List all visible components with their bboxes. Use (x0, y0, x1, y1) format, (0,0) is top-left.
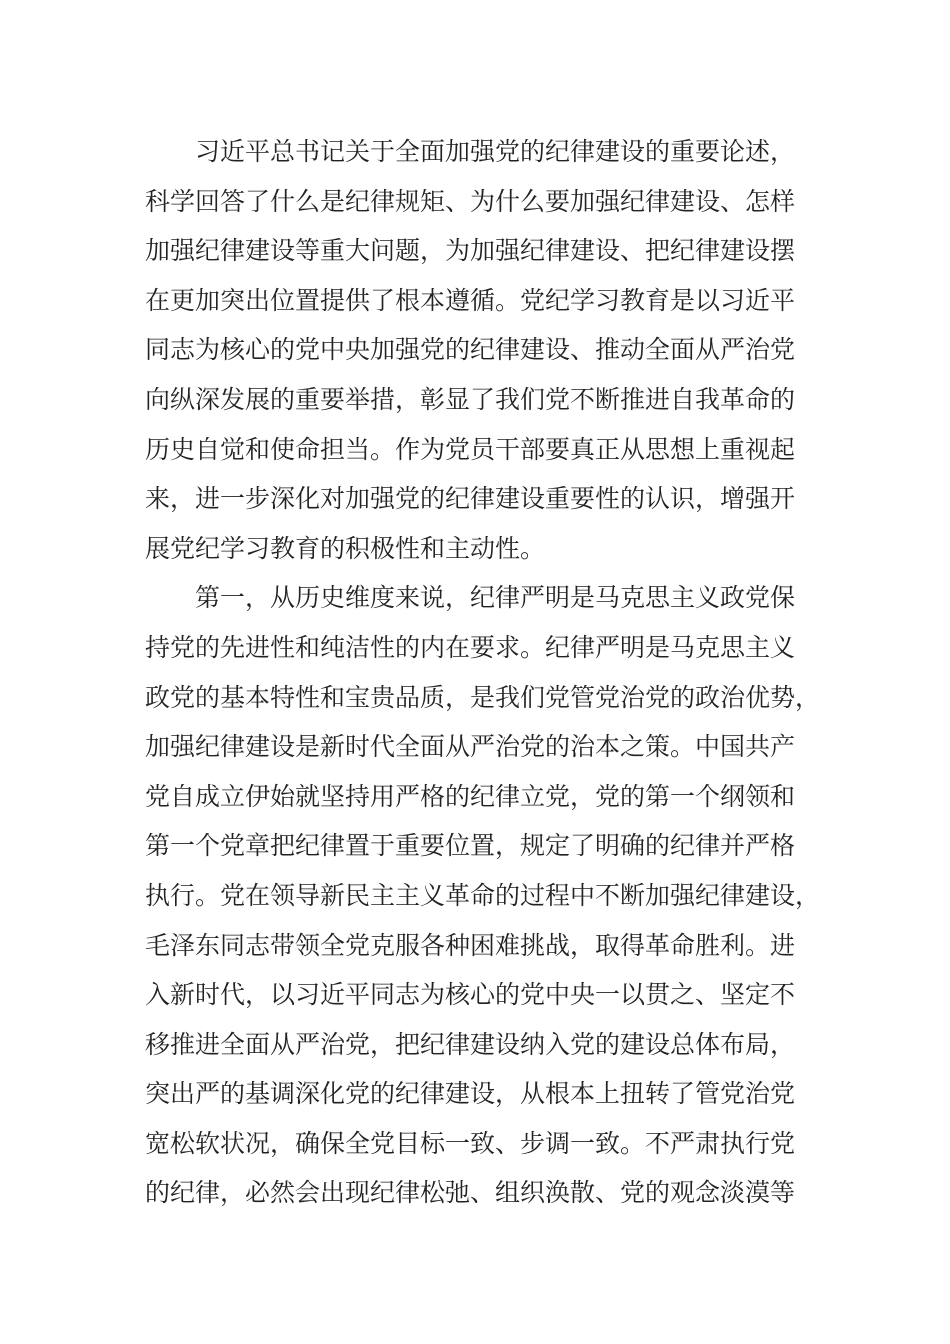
text-line: 突出严的基调深化党的纪律建设，从根本上扭转了管党治党 (145, 1079, 796, 1109)
text-line: 毛泽东同志带领全党克服各种困难挑战，取得革命胜利。进 (145, 930, 796, 960)
text-line: 展党纪学习教育的积极性和主动性。 (145, 533, 546, 563)
text-line: 向纵深发展的重要举措，彰显了我们党不断推进自我革命的 (145, 384, 796, 414)
text-line: 的纪律，必然会出现纪律松弛、组织涣散、党的观念淡漠等 (145, 1178, 796, 1208)
text-line: 加强纪律建设是新时代全面从严治党的治本之策。中国共产 (145, 732, 796, 762)
text-line: 加强纪律建设等重大问题，为加强纪律建设、把纪律建设摆 (145, 236, 796, 266)
text-line: 执行。党在领导新民主主义革命的过程中不断加强纪律建设， (145, 880, 821, 910)
text-line: 在更加突出位置提供了根本遵循。党纪学习教育是以习近平 (145, 285, 796, 315)
text-line: 宽松软状况，确保全党目标一致、步调一致。不严肃执行党 (145, 1128, 796, 1158)
body-text (145, 127, 821, 1218)
text-line: 党自成立伊始就坚持用严格的纪律立党，党的第一个纲领和 (145, 781, 796, 811)
paragraph-first-point (145, 573, 821, 1218)
text-line: 同志为核心的党中央加强党的纪律建设、推动全面从严治党 (145, 335, 796, 365)
text-line: 历史自觉和使命担当。作为党员干部要真正从思想上重视起 (145, 434, 796, 464)
text-line: 持党的先进性和纯洁性的内在要求。纪律严明是马克思主义 (145, 632, 796, 662)
text-line: 移推进全面从严治党，把纪律建设纳入党的建设总体布局， (145, 1029, 796, 1059)
text-line: 第一，从历史维度来说，纪律严明是马克思主义政党保 (195, 583, 796, 613)
text-line: 来，进一步深化对加强党的纪律建设重要性的认识，增强开 (145, 484, 796, 514)
text-line: 科学回答了什么是纪律规矩、为什么要加强纪律建设、怎样 (145, 186, 796, 216)
text-line: 第一个党章把纪律置于重要位置，规定了明确的纪律并严格 (145, 831, 796, 861)
text-line: 政党的基本特性和宝贵品质，是我们党管党治党的政治优势， (145, 682, 821, 712)
text-line: 入新时代，以习近平同志为核心的党中央一以贯之、坚定不 (145, 980, 796, 1010)
text-line: 习近平总书记关于全面加强党的纪律建设的重要论述， (195, 137, 796, 166)
paragraph-intro (145, 127, 805, 573)
